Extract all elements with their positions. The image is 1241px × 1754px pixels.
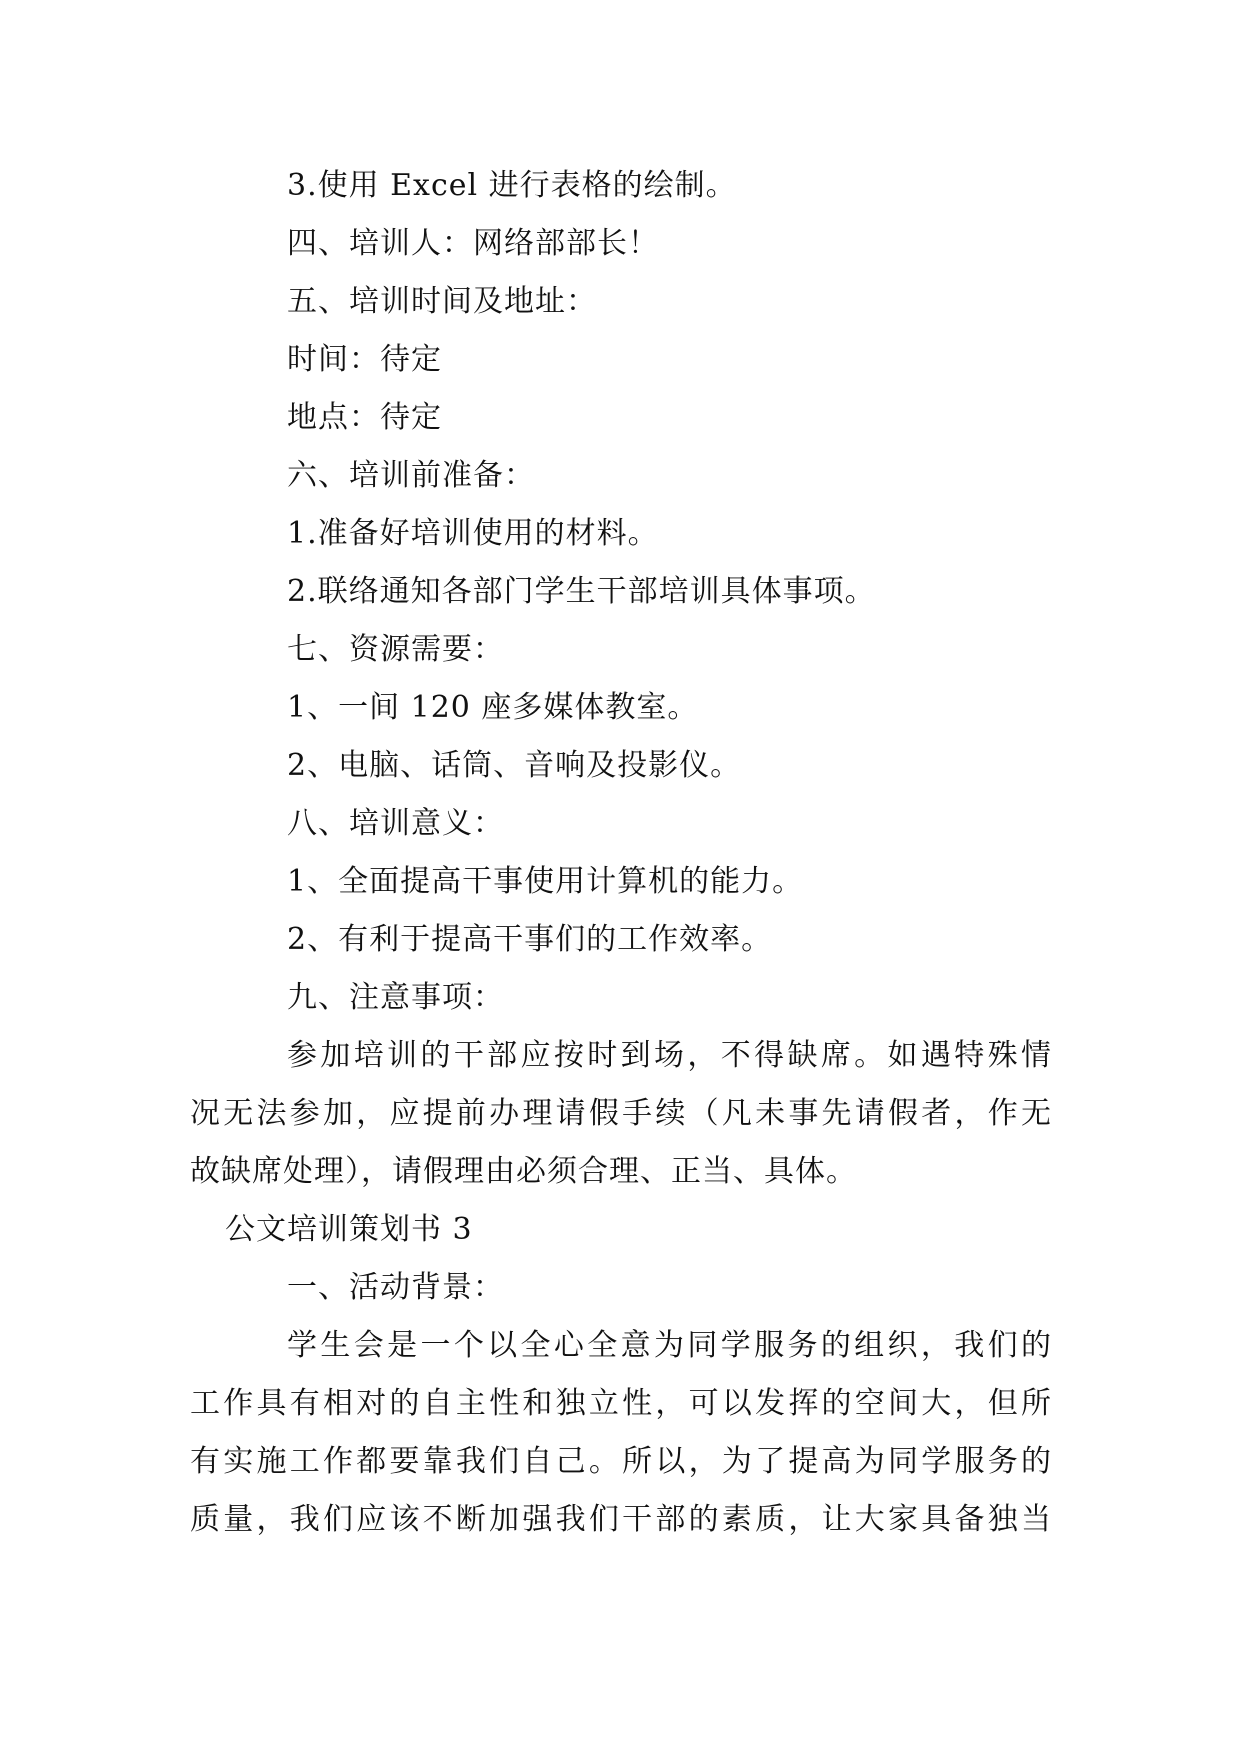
paragraph-background-line-3: 有实施工作都要靠我们自己。所以，为了提高为同学服务的 bbox=[190, 1444, 1052, 1479]
section-heading-background: 一、活动背景： bbox=[287, 1270, 504, 1305]
list-item-excel-drawing: 3.使用 Excel 进行表格的绘制。 bbox=[287, 168, 737, 203]
detail-time: 时间：待定 bbox=[287, 342, 442, 377]
section-heading-trainer: 四、培训人：网络部部长！ bbox=[287, 226, 659, 261]
list-item-notify: 2.联络通知各部门学生干部培训具体事项。 bbox=[287, 574, 876, 609]
list-item-efficiency: 2、有利于提高干事们的工作效率。 bbox=[287, 922, 773, 957]
document-title-plan-3: 公文培训策划书 3 bbox=[225, 1212, 473, 1247]
section-heading-resources: 七、资源需要： bbox=[287, 632, 504, 667]
paragraph-notes-line-3: 故缺席处理），请假理由必须合理、正当、具体。 bbox=[190, 1154, 857, 1189]
section-heading-significance: 八、培训意义： bbox=[287, 806, 504, 841]
detail-location: 地点：待定 bbox=[287, 400, 442, 435]
section-heading-time-location: 五、培训时间及地址： bbox=[287, 284, 597, 319]
paragraph-notes-line-2: 况无法参加，应提前办理请假手续（凡未事先请假者，作无 bbox=[190, 1096, 1052, 1131]
list-item-computer-skills: 1、全面提高干事使用计算机的能力。 bbox=[287, 864, 804, 899]
paragraph-background-line-1: 学生会是一个以全心全意为同学服务的组织，我们的 bbox=[287, 1328, 1052, 1363]
paragraph-background-line-4: 质量，我们应该不断加强我们干部的素质，让大家具备独当 bbox=[190, 1502, 1052, 1537]
list-item-materials: 1.准备好培训使用的材料。 bbox=[287, 516, 659, 551]
paragraph-background-line-2: 工作具有相对的自主性和独立性，可以发挥的空间大，但所 bbox=[190, 1386, 1052, 1421]
paragraph-notes-line-1: 参加培训的干部应按时到场，不得缺席。如遇特殊情 bbox=[287, 1038, 1052, 1073]
section-heading-notes: 九、注意事项： bbox=[287, 980, 504, 1015]
section-heading-preparation: 六、培训前准备： bbox=[287, 458, 535, 493]
list-item-equipment: 2、电脑、话筒、音响及投影仪。 bbox=[287, 748, 742, 783]
list-item-classroom: 1、一间 120 座多媒体教室。 bbox=[287, 690, 699, 725]
